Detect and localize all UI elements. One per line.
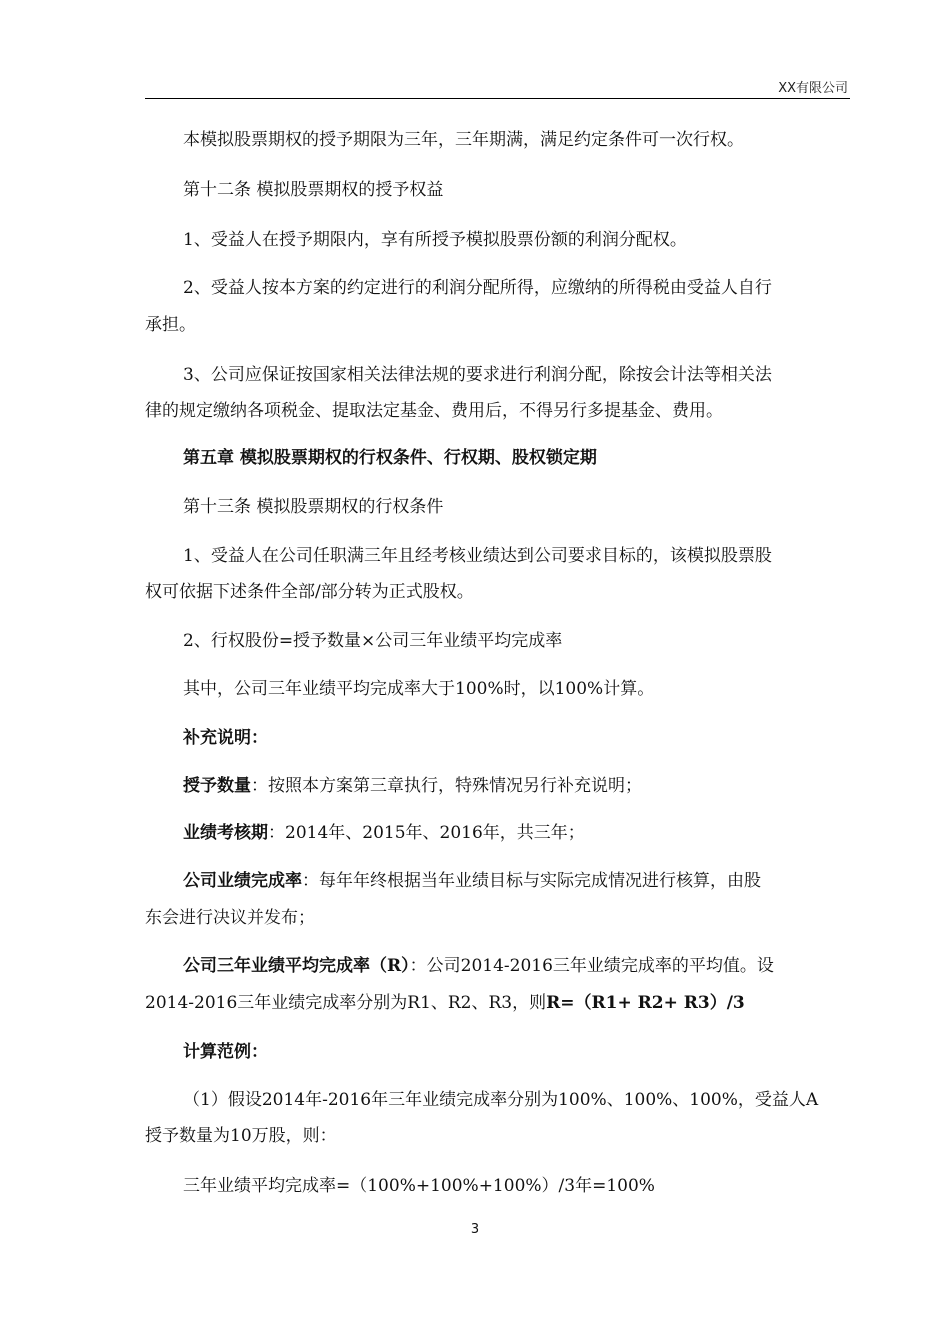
company-name: XX有限公司 [778, 81, 848, 96]
definition-text: ：按照本方案第三章执行，特殊情况另行补充说明； [251, 776, 642, 796]
definition-average [183, 954, 774, 978]
definition-label: 公司业绩完成率 [183, 871, 302, 891]
paragraph-continuation: 承担。 [145, 315, 196, 335]
paragraph: 1、受益人在授予期限内，享有所授予模拟股票份额的利润分配权。 [183, 230, 687, 250]
definition-label: 公司三年业绩平均完成率（R） [183, 956, 410, 976]
paragraph: 1、受益人在公司任职满三年且经考核业绩达到公司要求目标的，该模拟股票股 [183, 546, 772, 566]
page-number: 3 [470, 1222, 480, 1237]
paragraph-continuation: 东会进行决议并发布； [145, 908, 315, 928]
article-title: 第十三条 模拟股票期权的行权条件 [183, 497, 444, 517]
definition-label: 业绩考核期 [183, 823, 268, 843]
paragraph-continuation: 律的规定缴纳各项税金、提取法定基金、费用后，不得另行多提基金、费用。 [145, 401, 723, 421]
paragraph-continuation: 权可依据下述条件全部/部分转为正式股权。 [145, 582, 474, 602]
paragraph: 2、受益人按本方案的约定进行的利润分配所得，应缴纳的所得税由受益人自行 [183, 278, 772, 298]
definition-text: ：公司2014-2016三年业绩完成率的平均值。设 [409, 956, 774, 976]
paragraph: 其中，公司三年业绩平均完成率大于100%时，以100%计算。 [183, 679, 655, 699]
paragraph-continuation [145, 991, 745, 1015]
definition-rate [183, 869, 761, 893]
definition-grant [183, 774, 642, 798]
article-title: 第十二条 模拟股票期权的授予权益 [183, 180, 444, 200]
definition-text: ：每年年终根据当年业绩目标与实际完成情况进行核算，由股 [302, 871, 761, 891]
page-header [145, 74, 850, 99]
paragraph: 2、行权股份=授予数量×公司三年业绩平均完成率 [183, 631, 563, 651]
definition-period [183, 821, 585, 845]
definition-text: ：2014年、2015年、2016年，共三年； [268, 823, 585, 843]
paragraph: （1）假设2014年-2016年三年业绩完成率分别为100%、100%、100%，受益人A [183, 1090, 819, 1110]
paragraph: 3、公司应保证按国家相关法律法规的要求进行利润分配，除按会计法等相关法 [183, 365, 772, 385]
chapter-heading: 第五章 模拟股票期权的行权条件、行权期、股权锁定期 [183, 448, 597, 468]
paragraph: 三年业绩平均完成率=（100%+100%+100%）/3年=100% [183, 1176, 655, 1196]
section-heading: 补充说明： [183, 728, 268, 748]
paragraph-continuation: 授予数量为10万股，则： [145, 1126, 337, 1146]
paragraph: 本模拟股票期权的授予期限为三年，三年期满，满足约定条件可一次行权。 [183, 130, 744, 150]
formula: R=（R1+ R2+ R3）/3 [546, 993, 745, 1013]
section-heading: 计算范例： [183, 1042, 268, 1062]
definition-text: 2014-2016三年业绩完成率分别为R1、R2、R3，则 [145, 993, 547, 1013]
definition-label: 授予数量 [183, 776, 251, 796]
